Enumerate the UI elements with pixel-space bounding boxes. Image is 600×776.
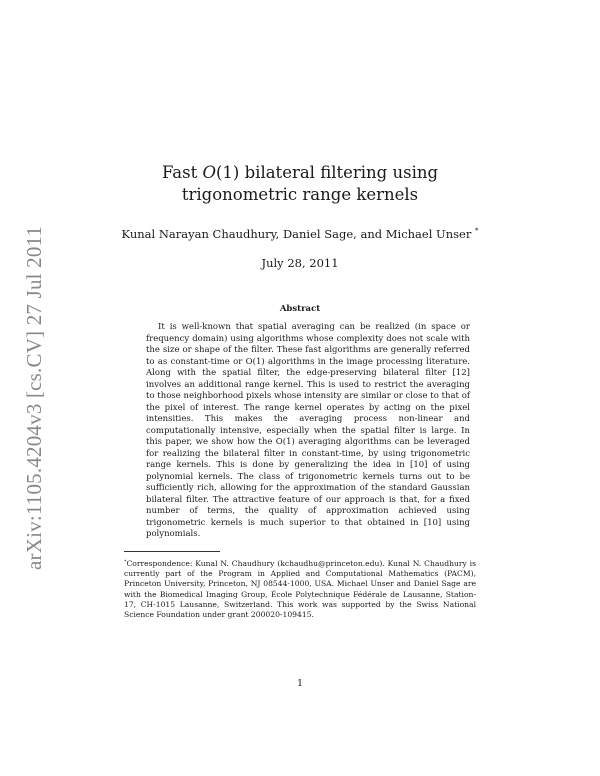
author-names: Kunal Narayan Chaudhury, Daniel Sage, and Michael Unser: [121, 227, 472, 241]
title-line-1: [0, 162, 600, 184]
arxiv-identifier: arXiv:1105.4204v3 [cs.CV] 27 Jul 2011: [22, 225, 46, 570]
abstract-heading: Abstract: [279, 304, 321, 314]
paper-title: [0, 162, 600, 206]
title-prefix: Fast: [161, 163, 203, 182]
author-footnote-marker: *: [475, 227, 479, 235]
footnote-marker: *: [124, 559, 127, 565]
title-line-2: trigonometric range kernels: [181, 185, 419, 204]
footnote-divider: [124, 551, 220, 552]
author-list: [0, 227, 600, 241]
title-suffix: bilateral filtering using: [239, 163, 439, 182]
footnote-text: Correspondence: Kunal N. Chaudhury (kchaudhu@princeton.edu). Kunal N. Chaudhury is currently part of the Program in Applied and Computational Mathematics (PACM), Princeton University, Princeton, NJ 08544-1000, USA. Michael Unser and Daniel Sage are with the Biomedical Imaging Group, École Polytechnique Fédérale de Lausanne, Station-17, CH-1015 Lausanne, Switzerland. This work was supported by the Swiss National Science Foundation under grant 200020-109415.: [124, 559, 476, 620]
correspondence-footnote: [124, 557, 476, 620]
abstract-body: It is well-known that spatial averaging can be realized (in space or frequency domain) using algorithms whose complexity does not scale with the size or shape of the filter. These fast algorithms are generally referred to as constant-time or O(1) algorithms in the image processing literature. Along with the spatial filter, the edge-preserving bilateral filter [12] involves an additional range kernel. This is used to restrict the averaging to those neighborhood pixels whose intensity are similar or close to that of the pixel of interest. The range kernel operates by acting on the pixel intensities. This makes the averaging process non-linear and computationally intensive, especially when the spatial filter is large. In this paper, we show how the O(1) averaging algorithms can be leveraged for realizing the bilateral filter in constant-time, by using trigonometric range kernels. This is done by generalizing the idea in [10] of using polynomial kernels. The class of trigonometric kernels turns out to be sufficiently rich, allowing for the approximation of the standard Gaussian bilateral filter. The attractive feature of our approach is that, for a fixed number of terms, the quality of approximation achieved using trigonometric kernels is much superior to that obtained in [10] using polynomials.: [146, 322, 470, 539]
page-number: 1: [296, 678, 304, 689]
title-math-argument: (1): [215, 163, 240, 182]
title-math-symbol: O: [202, 163, 216, 182]
publication-date: July 28, 2011: [261, 256, 339, 270]
